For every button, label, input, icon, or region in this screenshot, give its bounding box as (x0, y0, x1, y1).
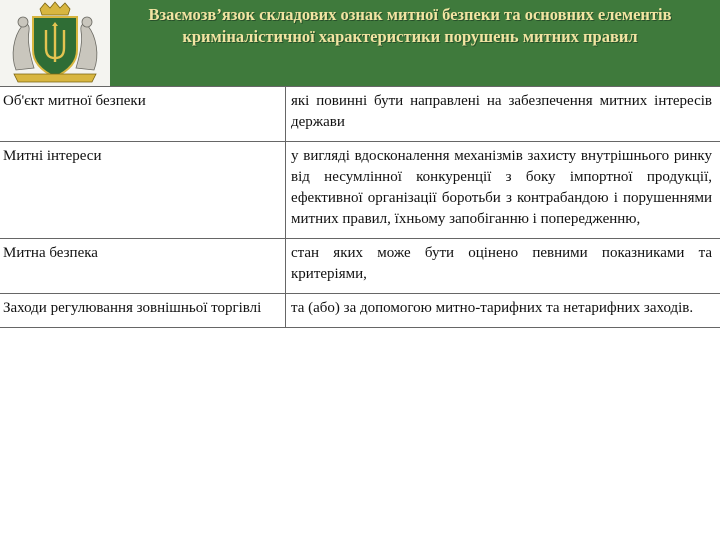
term-cell (0, 142, 286, 239)
slide-header (0, 0, 720, 86)
term-text: Заходи регулювання зовнішньої торгівлі (3, 300, 262, 316)
description-cell (286, 142, 720, 239)
term-text: Об'єкт митної безпеки (3, 93, 146, 109)
customs-emblem-icon (0, 0, 110, 86)
term-text: Митні інтереси (3, 148, 102, 164)
term-cell (0, 87, 286, 142)
description-cell (286, 294, 720, 328)
term-text: Митна безпека (3, 245, 98, 261)
table-row (0, 87, 720, 142)
description-text: які повинні бути направлені на забезпечення митних інтересів держави (291, 93, 712, 130)
description-text: у вигляді вдосконалення механізмів захисту внутрішнього ринку від несумлінної конкуренції з боку імпортної продукції, ефективної організації боротьби з контрабандою і порушеннями митних правил, їхньому запобіганню і попередженню, (291, 148, 712, 227)
description-cell (286, 239, 720, 294)
table-row (0, 142, 720, 239)
description-text: та (або) за допомогою митно-тарифних та нетарифних заходів. (291, 300, 694, 316)
description-text: стан яких може бути оцінено певними показниками та критеріями, (291, 245, 712, 282)
description-cell (286, 87, 720, 142)
table-row (0, 239, 720, 294)
slide-title: Взаємозв’язок складових ознак митної безпеки та основних елементів криміналістичної характеристики порушень митних правил (148, 5, 672, 46)
term-cell (0, 239, 286, 294)
term-cell (0, 294, 286, 328)
table-row (0, 294, 720, 328)
features-table (0, 86, 720, 328)
